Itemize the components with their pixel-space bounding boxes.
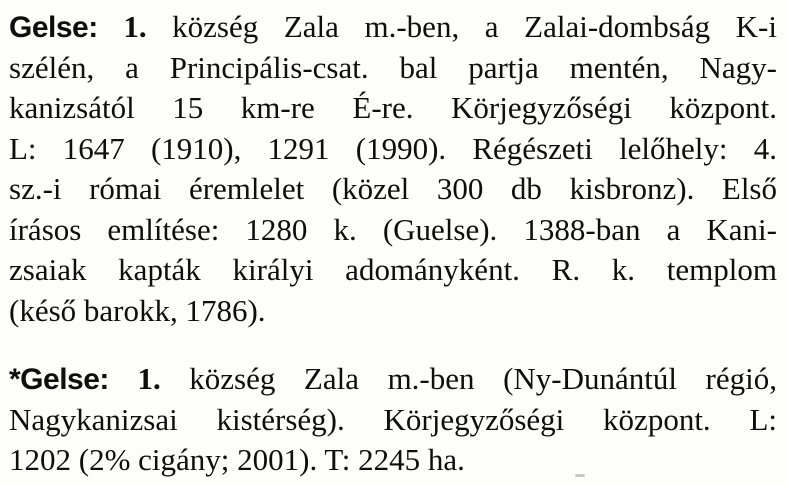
entry-text-segment: 1.	[123, 9, 147, 44]
entry-headword: *Gelse:	[9, 363, 109, 396]
text-line	[9, 359, 777, 400]
entry-text-segment: község Zala m.-ben (Ny-Dunántúl régió,	[160, 361, 777, 396]
text-line	[9, 210, 777, 251]
entry-gelse-1	[9, 7, 777, 331]
entry-text-segment: község Zala m.-ben, a Zalai-dombság K-i	[146, 9, 777, 44]
entry-text-segment: 1.	[137, 361, 161, 396]
entry-text-segment: írásos említése: 1280 k. (Guelse). 1388-ban a Kani-	[9, 211, 777, 247]
entry-text-segment: szélén, a Principális-csat. bal partja mentén, Nagy-	[9, 49, 777, 85]
entry-text-segment: Nagykanizsai kistérség). Körjegyzőségi központ. L:	[9, 401, 777, 437]
entry-text-segment: zsaiak kapták királyi adományként. R. k. templom	[9, 252, 777, 287]
entry-text	[9, 7, 777, 481]
text-line	[9, 169, 777, 210]
text-line	[9, 88, 777, 129]
text-line	[9, 291, 777, 332]
entry-gelse-2	[9, 359, 777, 481]
entry-text-segment: 1202 (2% cigány; 2001). T: 2245 ha.	[9, 442, 465, 477]
entry-text-segment: sz.-i római éremlelet (közel 300 db kisbronz). Első	[9, 171, 777, 206]
text-line	[9, 440, 777, 481]
entry-headword: Gelse:	[9, 11, 98, 44]
entry-text-segment: L: 1647 (1910), 1291 (1990). Régészeti lelőhely: 4.	[9, 130, 777, 166]
entry-text-segment	[98, 9, 124, 44]
entry-text-segment: (késő barokk, 1786).	[9, 292, 266, 328]
text-line	[9, 400, 777, 441]
text-line	[9, 250, 777, 291]
text-line	[9, 129, 777, 170]
entry-text-segment: kanizsától 15 km-re É-re. Körjegyzőségi központ.	[9, 90, 777, 125]
text-line	[9, 48, 777, 89]
text-line	[9, 7, 777, 48]
entry-text-segment	[109, 361, 138, 396]
scan-artifact	[575, 474, 585, 477]
